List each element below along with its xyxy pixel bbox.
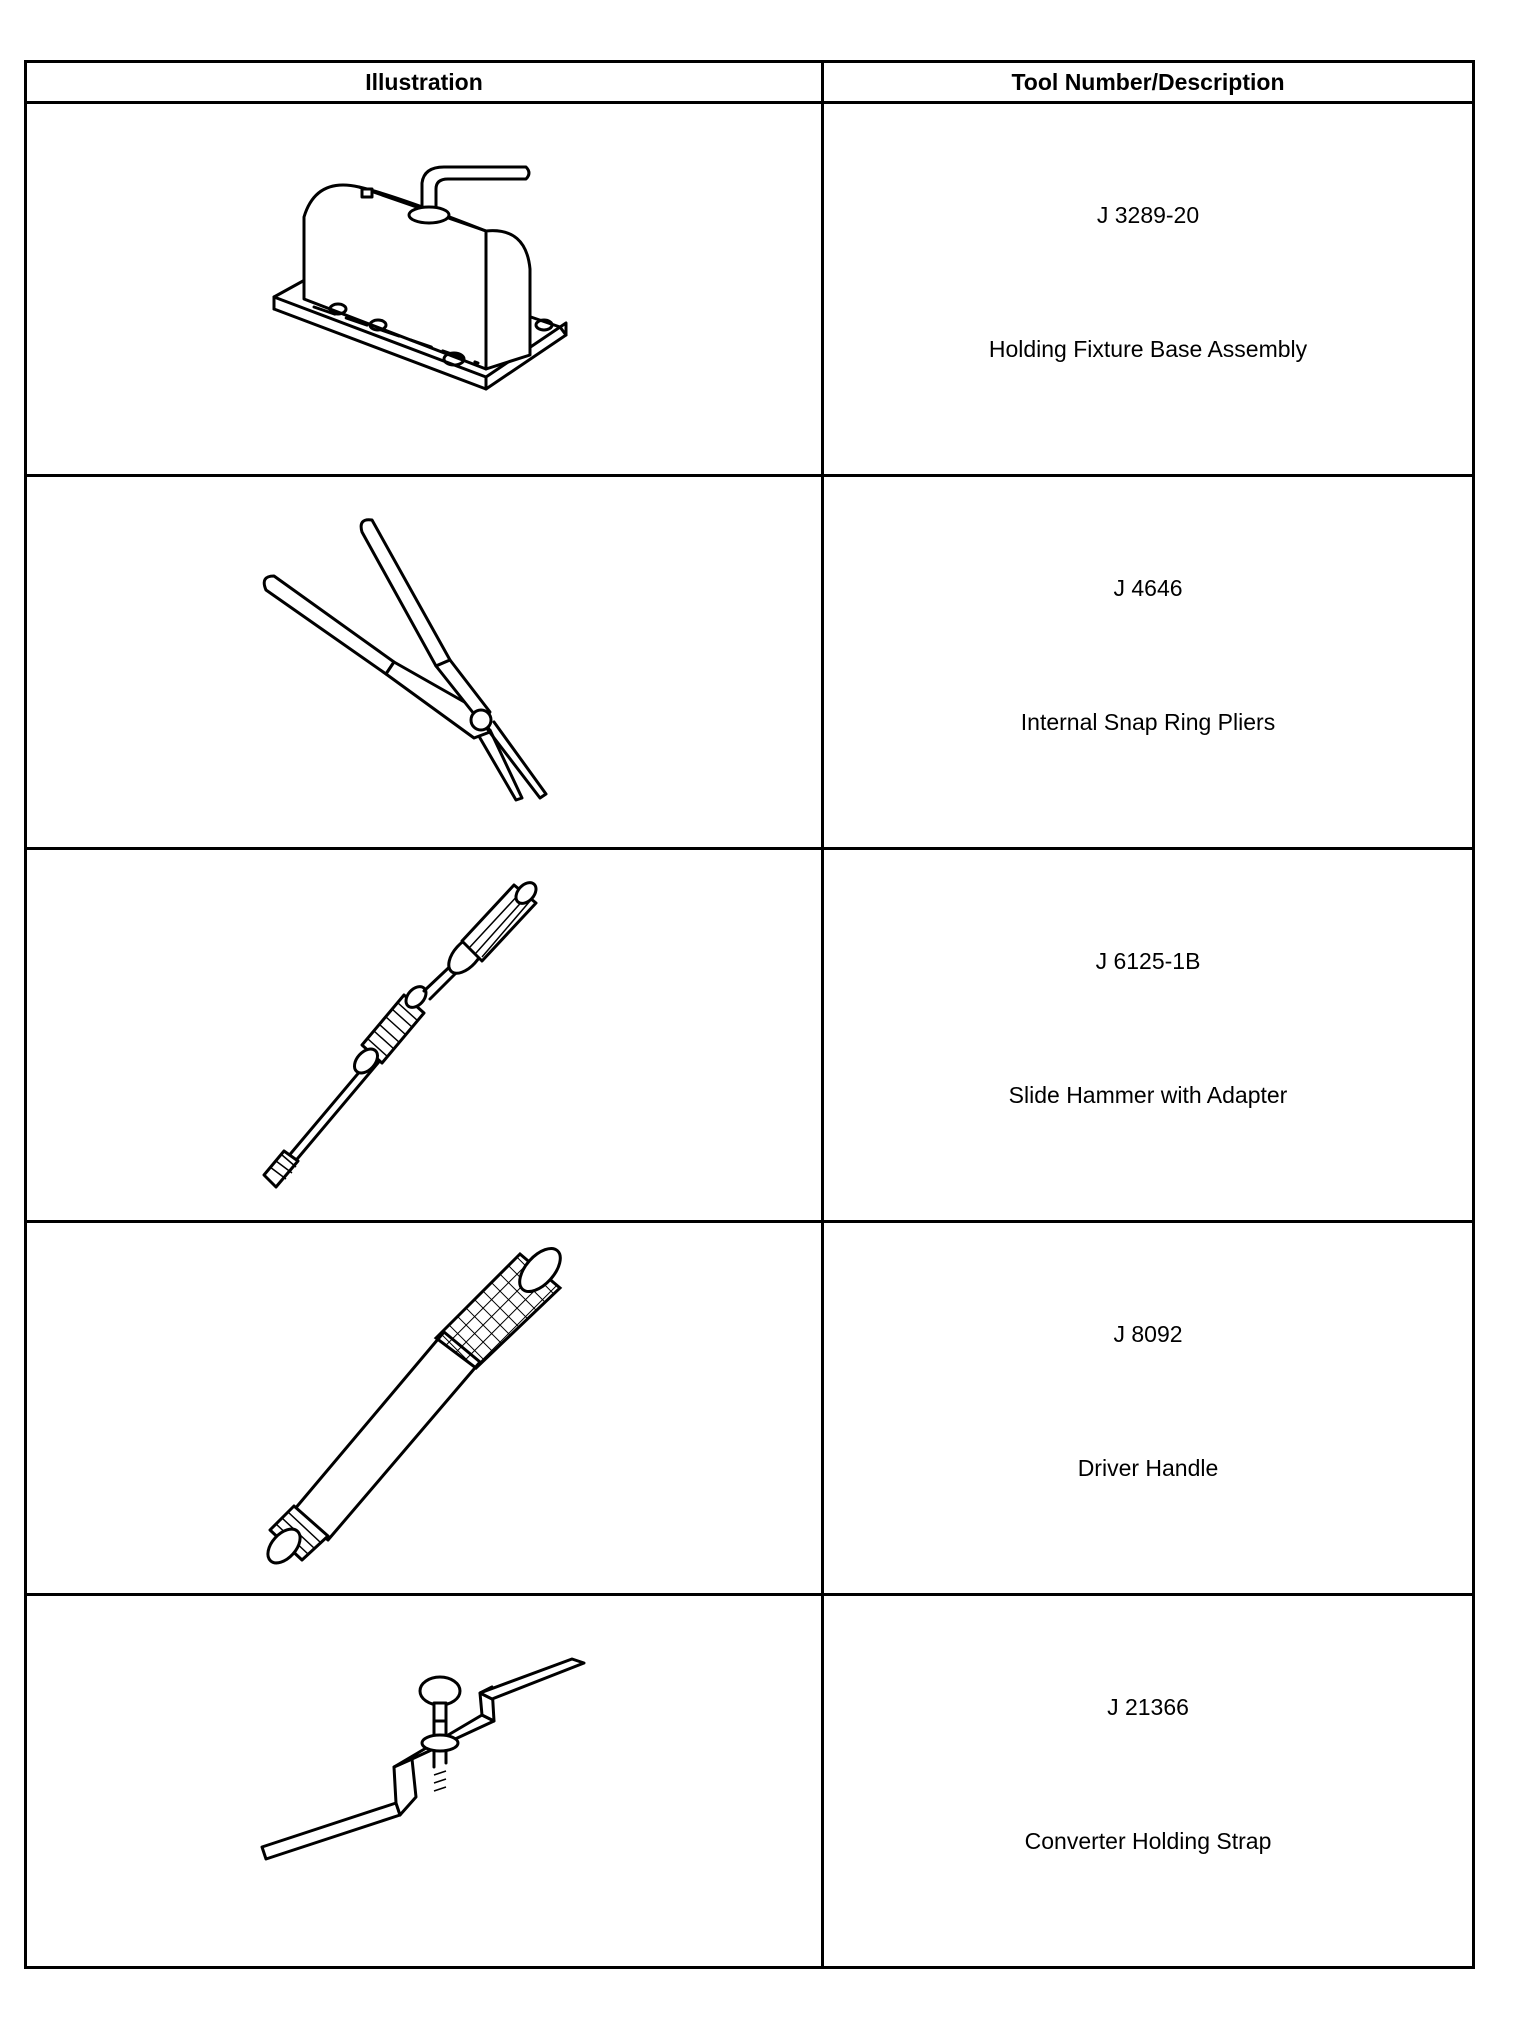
tool-number: J 21366: [1107, 1694, 1189, 1720]
tool-number: J 6125-1B: [1095, 948, 1201, 974]
slide-hammer-icon: [254, 875, 594, 1195]
tool-number: J 3289-20: [1096, 202, 1200, 228]
illustration-cell: [26, 1595, 823, 1968]
holding-fixture-icon: [254, 159, 594, 419]
tool-number: J 8092: [1113, 1321, 1183, 1347]
holding-strap-icon: [254, 1651, 594, 1911]
header-illustration: Illustration: [26, 62, 823, 103]
tool-description: Driver Handle: [1077, 1455, 1219, 1481]
tool-description: Slide Hammer with Adapter: [1008, 1082, 1288, 1108]
tool-description: Converter Holding Strap: [1024, 1828, 1272, 1854]
table-row: [26, 103, 1474, 476]
description-cell: [823, 103, 1474, 476]
table-row: [26, 849, 1474, 1222]
tool-description: Internal Snap Ring Pliers: [1020, 709, 1276, 735]
illustration-cell: [26, 476, 823, 849]
table-header-row: [26, 62, 1474, 103]
snap-ring-pliers-icon: [254, 512, 594, 812]
description-cell: [823, 849, 1474, 1222]
illustration-cell: [26, 103, 823, 476]
header-tool-number-description: Tool Number/Description: [823, 62, 1474, 103]
tool-description: Holding Fixture Base Assembly: [988, 336, 1308, 362]
illustration-cell: [26, 1222, 823, 1595]
table-row: [26, 1222, 1474, 1595]
description-cell: [823, 1595, 1474, 1968]
description-cell: [823, 476, 1474, 849]
driver-handle-icon: [254, 1248, 594, 1568]
tool-number: J 4646: [1113, 575, 1183, 601]
table-row: [26, 1595, 1474, 1968]
description-cell: [823, 1222, 1474, 1595]
table-row: [26, 476, 1474, 849]
special-tools-table: [24, 60, 1475, 1969]
illustration-cell: [26, 849, 823, 1222]
